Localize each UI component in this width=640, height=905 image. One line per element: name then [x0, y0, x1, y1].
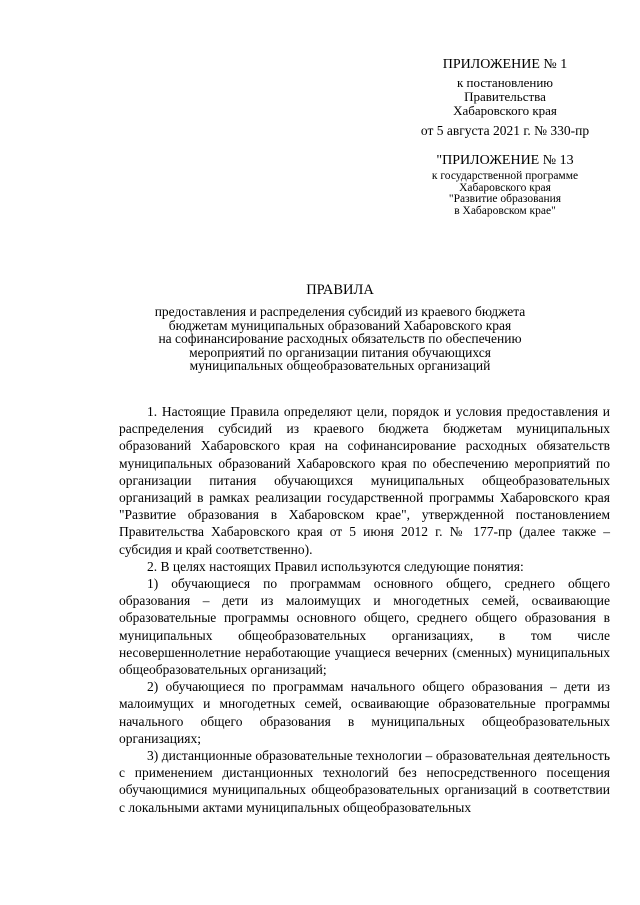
appendix-13-title: "ПРИЛОЖЕНИЕ № 13 [436, 153, 574, 168]
rules-title: ПРАВИЛА [306, 282, 374, 298]
paragraph-definition-2: 2) обучающиеся по программам начального общего образования – дети из малоимущих и многодетных семей, осваивающие образовательные программы начального общего образования в муниципальных общеобразовательных организациях; [119, 679, 610, 746]
rules-subtitle-line: предоставления и распределения субсидий из краевого бюджета [154, 304, 526, 319]
appendix-1-date: от 5 августа 2021 г. № 330-пр [420, 123, 590, 138]
appendix-1-block [400, 56, 610, 139]
rules-subtitle [110, 305, 570, 373]
paragraph-2: 2. В целях настоящих Правил используются следующие понятия: [147, 558, 524, 574]
appendix-13-line: к государственной программе [431, 170, 579, 182]
paragraph-1: 1. Настоящие Правила определяют цели, порядок и условия предоставления и распределения субсидий из краевого бюджета бюджетам муниципальных образований Хабаровского края на софинансирование расходных обязательств муниципальных образований Хабаровского края по обеспечению мероприятий по организации питания обучающихся муниципальных общеобразовательных организаций в рамках реализации государственной программы Хабаровского края "Развитие образования в Хабаровском крае", утвержденной постановлением Правительства Хабаровского края от 5 июня 2012 г. № 177-пр (далее также – субсидия и край соответственно). [119, 404, 610, 557]
rules-subtitle-line: мероприятий по организации питания обучающихся [189, 344, 491, 360]
appendix-13-line: в Хабаровском крае" [454, 204, 556, 217]
paragraph-definition-1: 1) обучающиеся по программам основного общего, среднего общего образования – дети из малоимущих и многодетных семей, осваивающие образовательные программы основного общего, среднего общего образования в муниципальных общеобразовательных организациях, в том числе несовершеннолетние неработающие учащиеся вечерних (сменных) муниципальных общеобразовательных организаций; [119, 576, 610, 678]
appendix-13-line: Хабаровского края [459, 181, 551, 194]
rules-subtitle-line: бюджетам муниципальных образований Хабаровского края [168, 317, 512, 333]
appendix-1-title: ПРИЛОЖЕНИЕ № 1 [442, 57, 568, 72]
appendix-13-block [400, 152, 610, 217]
body-text [119, 403, 610, 816]
appendix-1-line: Правительства [464, 89, 546, 104]
appendix-1-line: к постановлению [456, 75, 554, 90]
rules-subtitle-line: на софинансирование расходных обязательств по обеспечению [158, 331, 522, 346]
rules-subtitle-line: муниципальных общеобразовательных организаций [189, 358, 491, 373]
paragraph-definition-3: 3) дистанционные образовательные технологии – образовательная деятельность с применением дистанционных технологий без непосредственного посещения обучающимися муниципальных общеобразовательных организаций в соответствии с локальными актами муниципальных общеобразовательных [119, 748, 610, 815]
appendix-13-line: "Развитие образования [448, 193, 562, 205]
appendix-1-line: Хабаровского края [453, 103, 557, 118]
